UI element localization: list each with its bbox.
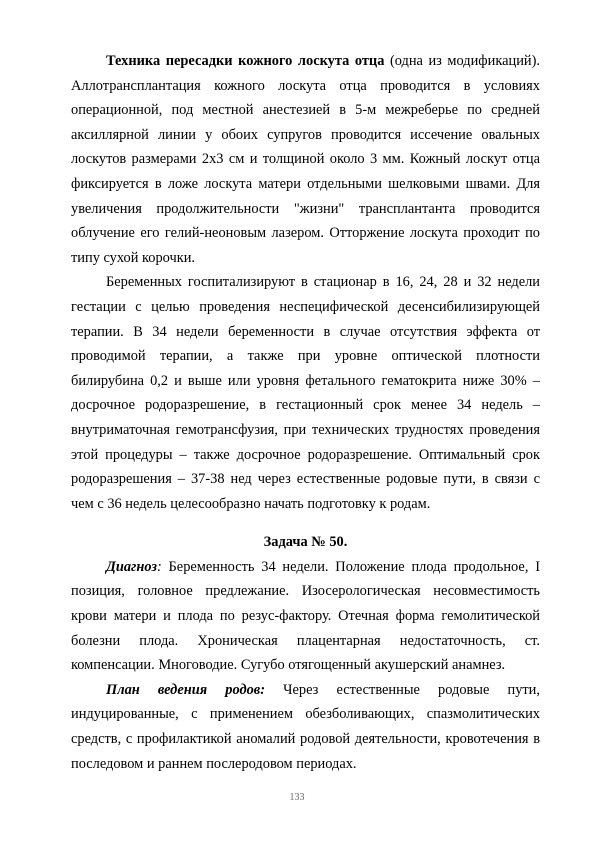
- diagnosis-text: Беременность 34 недели. Положение плода продольное, I позиция, головное предлежание. Изосерологическая несовместимость крови матери и плода по резус-фактору. Отечная форма гемолитической болезни плода. Хроническая плацентарная недостаточность, ст. компенсации. Многоводие. Сугубо отягощенный акушерский анамнез.: [71, 558, 540, 674]
- page-number: 133: [289, 792, 305, 803]
- paragraph-hospitalization: [71, 270, 540, 516]
- paragraph-graft-technique: [71, 49, 540, 270]
- paragraph-delivery-plan: [71, 678, 540, 776]
- delivery-plan-text: Через естественные родовые пути, индуцированные, с применением обезболивающих, спазмолитических средств, с профилактикой аномалий родовой деятельности, кровотечения в последовом и раннем послеродовом периодах.: [71, 681, 540, 772]
- task-heading: Задача № 50.: [263, 534, 348, 551]
- paragraph-diagnosis: [71, 555, 540, 678]
- diagnosis-label: Диагноз: [106, 558, 157, 575]
- hospitalization-text: Беременных госпитализируют в стационар в 16, 24, 28 и 32 недели гестации с целью проведения неспецифической десенсибилизирующей терапии. В 34 недели беременности в случае отсутствия эффекта от проводимой терапии, а также при уровне оптической плотности билирубина 0,2 и выше или уровня фетального гематокрита ниже 30% – досрочное родоразрешение, в гестационный срок менее 34 недель – внутриматочная гемотрансфузия, при технических трудностях проведения этой процедуры – также досрочное родоразрешение. Оптимальный срок родоразрешения – 37-38 нед через естественные родовые пути, в связи с чем с 36 недель целесообразно начать подготовку к родам.: [71, 274, 540, 512]
- text-block: [71, 49, 540, 776]
- delivery-plan-label: План ведения родов:: [106, 681, 266, 698]
- graft-technique-text: (одна из модификаций). Аллотрансплантация кожного лоскута отца проводится в условиях операционной, под местной анестезией в 5-м межреберье по средней аксиллярной линии у обоих супругов проводится иссечение овальных лоскутов размерами 2х3 см и толщиной около 3 мм. Кожный лоскут отца фиксируется в ложе лоскута матери отдельными шелковыми швами. Для увеличения продолжительности "жизни" трансплантанта проводится облучение его гелий-неоновым лазером. Отторжение лоскута проходит по типу сухой корочки.: [71, 53, 540, 266]
- diagnosis-colon: :: [156, 558, 162, 575]
- graft-technique-title: Техника пересадки кожного лоскута отца: [106, 53, 385, 69]
